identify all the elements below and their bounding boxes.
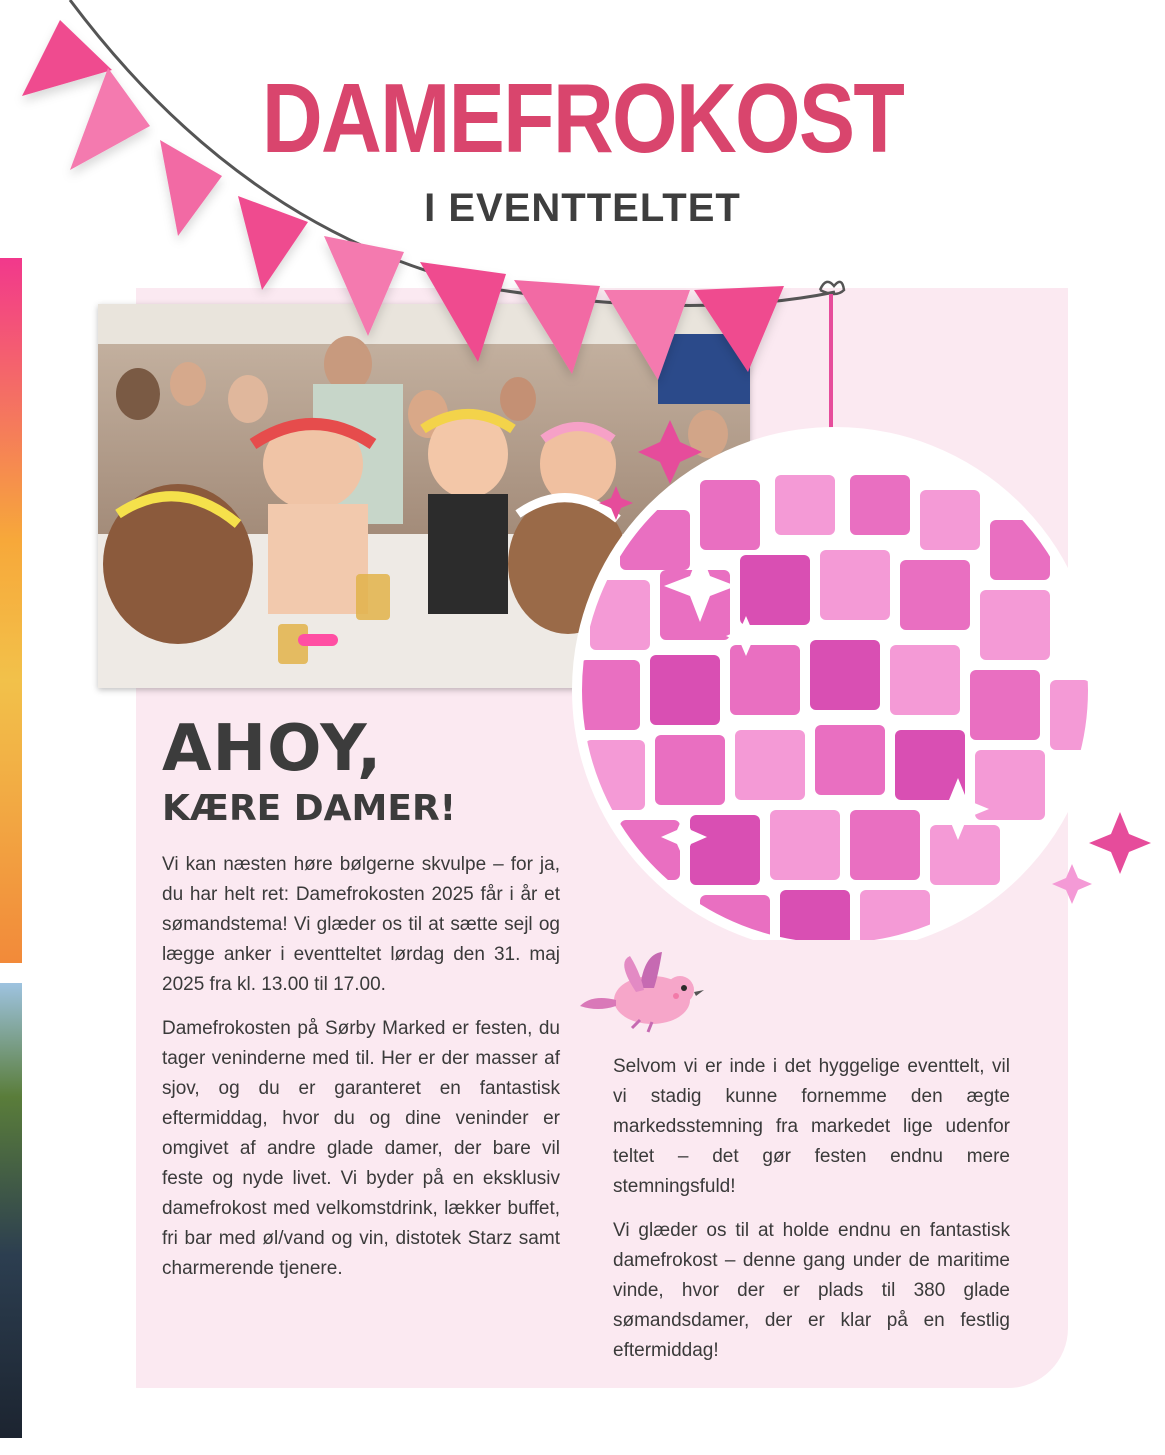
page-title: DAMEFROKOST [261,63,904,173]
page-subtitle: I EVENTTELTET [424,186,741,230]
bird-icon [580,948,710,1038]
article-paragraph: Damefrokosten på Sørby Marked er festen, du tager veninderne med til. Her er der masser af sjov, og du er garanteret en fantastisk eftermiddag, hvor du og dine veninder er omgivet af andre glade damer, der bare vil feste og nyde livet. Vi byder på en eksklusiv damefrokost med velkomstdrink, lækker buffet, fri bar med øl/vand og vin, distotek Starz samt charmerende tjenere. [162,1018,560,1279]
article-paragraph: Selvom vi er inde i det hyggelige eventtelt, vil vi stadig kunne fornemme den ægte markedsstemning fra markedet lige udenfor teltet – det gør festen endnu mere stemningsfuld! [613,1056,1010,1197]
article-paragraph: Vi kan næsten høre bølgerne skvulpe – for ja, du har helt ret: Damefrokosten 2025 får i år et sømandstema! Vi glæder os til at sætte sejl og lægge anker i eventteltet lørdag den 31. maj 2025 fra kl. 13.00 til 17.00. [162,854,560,995]
article-heading: AHOY, [162,712,383,786]
article-paragraph: Vi glæder os til at holde endnu en fantastisk damefrokost – denne gang under de maritime vinde, hvor der er plads til 380 glade sømandsdamer, der er klar på en festlig eftermiddag! [613,1220,1010,1361]
edge-photo-strip-bottom [0,983,22,1438]
article-column-left [162,850,560,1284]
article-subheading: KÆRE DAMER! [162,788,457,829]
disco-ball-icon [560,280,1160,940]
article-column-right [613,1052,1010,1366]
